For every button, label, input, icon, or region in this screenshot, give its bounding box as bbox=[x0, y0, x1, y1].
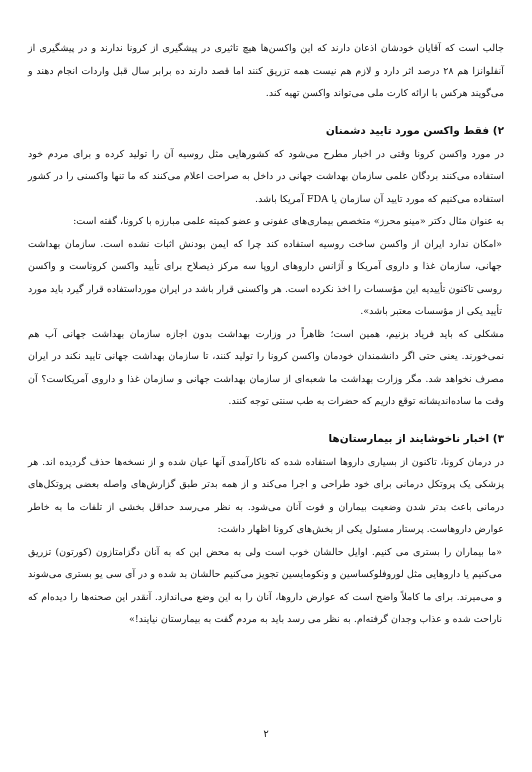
section-3-quote: «ما بیماران را بستری می کنیم. اوایل حالشان خوب است ولی به محض این که به آنان دگزامتازون (کورتون) تزریق می‌کنیم یا داروهایی مثل لوروفلوکساسین و ونکومایسین تجویز می‌کنیم حالشان بد شده و در آی سی یو بستری می‌شوند و می‌میرند. برای ما کاملاً واضح است که عوارض داروها، آنان را به این وضع می‌اندازد. آنقدر این صحنه‌ها را دیده‌ام که ناراحت شده و عذاب وجدان گرفته‌ام. به نظر می رسد باید به مردم گفت به بیمارستان نیایند!» bbox=[28, 546, 502, 625]
section-3 bbox=[28, 428, 504, 632]
page-number: ۲ bbox=[263, 729, 269, 740]
section-2-paragraph-2: به عنوان مثال دکتر «مینو محرز» متخصص بیماری‌های عفونی و عضو کمیته علمی مبارزه با کرونا، گفته است: bbox=[73, 216, 504, 227]
section-2-paragraph-1: در مورد واکسن کرونا وقتی در اخبار مطرح می‌شود که کشورهایی مثل روسیه آن را تولید کرده و برای مردم خود استفاده می‌کنند بردگان علمی سازمان بهداشت جهانی در داخل به صراحت اعلام می‌کنند که ما تنها واکسنی را در کشور استفاده می‌کنیم که مورد تایید آن سازمان یا FDA آمریکا باشد. bbox=[28, 148, 504, 205]
section-2-heading: ۲) فقط واکسن مورد تایید دشمنان bbox=[325, 124, 504, 137]
section-2 bbox=[28, 120, 504, 414]
section-3-heading: ۳) اخبار ناخوشایند از بیمارستان‌ها bbox=[328, 432, 504, 445]
section-2-quote: «امکان ندارد ایران از واکسن ساخت روسیه استفاده کند چرا که ایمن بودنش اثبات نشده است. سازمان بهداشت جهانی، سازمان غذا و داروی آمریکا و آژانس داروهای اروپا سه مرکز ذیصلاح برای تأیید واکسن کرونا‌ست و واکسن روسی تاکنون تأییدیه این مؤسسات را اخذ نکرده است. هر واکسنی قرار باشد در ایران مورداستفاده قرار گیرد باید مورد تأیید یکی از مؤسسات معتبر باشد». bbox=[28, 238, 502, 317]
section-3-paragraph-1: در درمان کرونا، تاکنون از بسیاری داروها استفاده شده که ناکارآمدی آنها عیان شده و از نسخه‌ها حذف گردیده اند. هر پزشکی یک پروتکل درمانی برای خود طراحی و اجرا می‌کند و از همه بدتر طبق گزارش‌های واصله بعضی پروتکل‌های درمانی باعث بدتر شدن وضعیت بیماران و فوت آنان می‌شود. به نظر می‌رسد حداقل بخشی از تلفات ما به خاطر عوارض داروهاست. پرستار مسئول یکی از بخش‌های کرونا اظهار داشت: bbox=[28, 456, 504, 535]
intro-paragraph: جالب است که آقایان خودشان اذعان دارند که این واکسن‌ها هیچ تاثیری در پیشگیری از کرونا ندارند و در پیشگیری از آنفلوانزا هم ۲۸ درصد اثر دارد و لازم هم نیست همه تزریق کنند اما قصد دارند ده برابر سال قبل واردات انجام دهند و می‌گویند هرکس با ارائه کارت ملی می‌تواند واکسن تهیه کند. bbox=[28, 43, 504, 99]
section-2-paragraph-3: مشکلی که باید فریاد بزنیم، همین است؛ ظاهراً در وزارت بهداشت بدون اجازه سازمان بهداشت جهانی آب هم نمی‌خورند. یعنی حتی اگر دانشمندان خودمان واکسن کرونا را تولید کنند، تا سازمان بهداشت جهانی تایید نکند در ایران مصرف نخواهد شد. مگر وزارت بهداشت ما شعبه‌ای از سازمان بهداشت جهانی و سازمان غذا و داروی آمریکاست؟ آن وقت ما ساده‌اندیشانه توقع داریم که حضرات به طب سنتی توجه کنند. bbox=[28, 328, 504, 407]
